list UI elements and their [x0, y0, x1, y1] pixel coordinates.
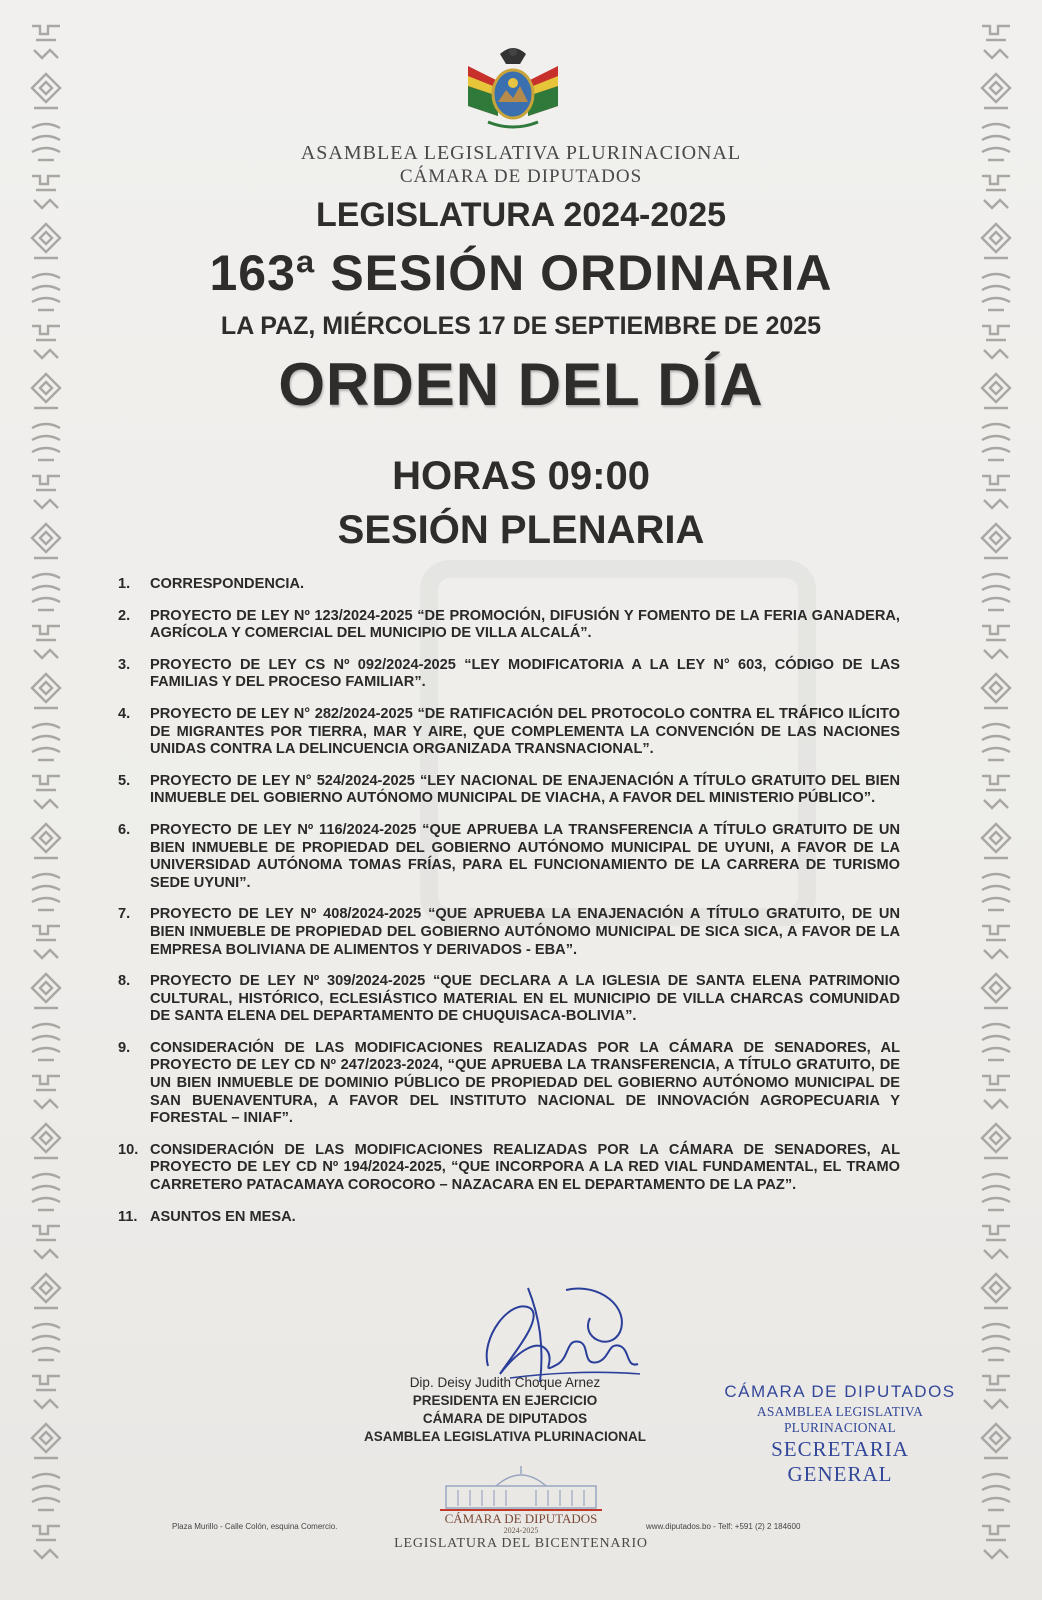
- andean-ornament-icon: [28, 620, 64, 664]
- agenda-item-text: PROYECTO DE LEY CS Nº 092/2024-2025 “LEY MODIFICATORIA A LA LEY N° 603, CÓDIGO DE LAS FAMILIAS Y DEL PROCESO FAMILIAR”.: [150, 656, 900, 691]
- agenda-item: [118, 706, 900, 759]
- andean-ornament-icon: [28, 1020, 64, 1064]
- andean-ornament-icon: [978, 820, 1014, 864]
- agenda-item-text: PROYECTO DE LEY Nº 116/2024-2025 “QUE APRUEBA LA TRANSFERENCIA A TÍTULO GRATUITO DE UN BIEN INMUEBLE DE PROPIEDAD DEL GOBIERNO AUTÓNOMO MUNICIPAL DE UYUNI, A FAVOR DE LA UNIVERSIDAD AUTÓNOMA TOMAS FRÍAS, PARA EL FUNCIONAMIENTO DE LA CARRERA DE TURISMO SEDE UYUNI”.: [150, 821, 900, 891]
- andean-ornament-icon: [28, 1370, 64, 1414]
- agenda-item-text: CORRESPONDENCIA.: [150, 576, 305, 592]
- andean-ornament-icon: [978, 920, 1014, 964]
- andean-ornament-icon: [978, 20, 1014, 64]
- agenda-item-number: 4.: [118, 705, 131, 722]
- legislature-heading: LEGISLATURA 2024-2025: [315, 196, 727, 234]
- agenda-item: [118, 973, 900, 1026]
- footer-address: Plaza Murillo - Calle Colón, esquina Comercio.: [172, 1522, 338, 1531]
- signer-role: PRESIDENTA EN EJERCICIO: [412, 1393, 598, 1408]
- secretaria-stamp: [722, 1382, 958, 1487]
- footer-logo-chamber: CÁMARA DE DIPUTADOS: [444, 1511, 598, 1526]
- andean-ornament-icon: [28, 570, 64, 614]
- agenda-item-number: 5.: [118, 772, 131, 789]
- andean-ornament-icon: [28, 70, 64, 114]
- andean-ornament-icon: [978, 870, 1014, 914]
- agenda-item-number: 10.: [118, 1141, 139, 1158]
- institution-name: ASAMBLEA LEGISLATIVA PLURINACIONAL: [300, 142, 742, 164]
- legislative-palace-icon: [436, 1464, 606, 1512]
- agenda-item-number: 6.: [118, 821, 131, 838]
- agenda-item-number: 7.: [118, 906, 131, 923]
- session-time: HORAS 09:00: [392, 454, 650, 498]
- andean-ornament-icon: [978, 1370, 1014, 1414]
- session-type: SESIÓN PLENARIA: [337, 508, 705, 552]
- andean-ornament-icon: [28, 1120, 64, 1164]
- agenda-item-text: PROYECTO DE LEY Nº 309/2024-2025 “QUE DECLARA A LA IGLESIA DE SANTA ELENA PATRIMONIO CULTURAL, HISTÓRICO, ECLESIÁSTICO MATERIAL EN EL MUNICIPIO DE VILLA CHARCAS COMUNIDAD DE SANTA ELENA DEL DEPARTAMENTO DE CHUQUISACA-BOLIVIA”.: [150, 973, 900, 1025]
- stamp-line-3: SECRETARIA GENERAL: [771, 1437, 909, 1486]
- andean-ornament-icon: [28, 1170, 64, 1214]
- andean-ornament-icon: [978, 1470, 1014, 1514]
- andean-ornament-icon: [28, 720, 64, 764]
- andean-ornament-icon: [978, 70, 1014, 114]
- agenda-item-number: 1.: [118, 576, 131, 592]
- andean-ornament-icon: [978, 1070, 1014, 1114]
- chamber-name: CÁMARA DE DIPUTADOS: [399, 166, 643, 187]
- andean-ornament-icon: [28, 920, 64, 964]
- andean-ornament-icon: [978, 970, 1014, 1014]
- andean-ornament-icon: [978, 770, 1014, 814]
- agenda-item-text: PROYECTO DE LEY Nº 408/2024-2025 “QUE APRUEBA LA ENAJENACIÓN A TÍTULO GRATUITO, DE UN BIEN INMUEBLE DE PROPIEDAD DEL GOBIERNO AUTÓNOMO MUNICIPAL DE SICA SICA, A FAVOR DE LA EMPRESA BOLIVIANA DE ALIMENTOS Y DERIVADOS - EBA”.: [150, 906, 900, 958]
- andean-ornament-icon: [978, 1320, 1014, 1364]
- andean-ornament-icon: [28, 1420, 64, 1464]
- andean-ornament-icon: [978, 1220, 1014, 1264]
- agenda-item-text: PROYECTO DE LEY N° 282/2024-2025 “DE RATIFICACIÓN DEL PROTOCOLO CONTRA EL TRÁFICO ILÍCITO DE MIGRANTES POR TIERRA, MAR Y AIRE, QUE COMPLEMENTA LA CONVENCIÓN DE LAS NACIONES UNIDAS CONTRA LA DELINCUENCIA ORGANIZADA TRANSNACIONAL”.: [150, 705, 900, 758]
- agenda-list: [118, 576, 900, 1240]
- andean-ornament-icon: [978, 1170, 1014, 1214]
- session-date: LA PAZ, MIÉRCOLES 17 DE SEPTIEMBRE DE 2025: [220, 312, 822, 340]
- agenda-item: [118, 1040, 900, 1128]
- andean-ornament-icon: [28, 870, 64, 914]
- document-title: ORDEN DEL DÍA: [278, 351, 764, 418]
- agenda-item: [118, 1209, 900, 1227]
- agenda-item: [118, 773, 900, 808]
- agenda-item: [118, 657, 900, 692]
- agenda-item-number: 3.: [118, 656, 131, 673]
- stamp-line-2: ASAMBLEA LEGISLATIVA PLURINACIONAL: [756, 1404, 924, 1435]
- andean-ornament-icon: [28, 1470, 64, 1514]
- agenda-item: [118, 1142, 900, 1195]
- agenda-item-text: CONSIDERACIÓN DE LAS MODIFICACIONES REALIZADAS POR LA CÁMARA DE SENADORES, AL PROYECTO DE LEY CD Nº 247/2023-2024, “QUE APRUEBA LA TRANSFERENCIA, A TÍTULO GRATUITO, DE UN BIEN INMUEBLE DE DOMINIO PÚBLICO DE PROPIEDAD DEL GOBIERNO AUTÓNOMO MUNICIPAL DE SAN BUENAVENTURA, A FAVOR DEL INSTITUTO NACIONAL DE INNOVACIÓN AGROPECUARIA Y FORESTAL – INIAF”.: [150, 1039, 900, 1127]
- andean-ornament-icon: [978, 1270, 1014, 1314]
- signer-assembly: ASAMBLEA LEGISLATIVA PLURINACIONAL: [364, 1429, 646, 1444]
- andean-ornament-icon: [28, 20, 64, 64]
- agenda-item: [118, 906, 900, 959]
- agenda-item-number: 9.: [118, 1039, 131, 1056]
- agenda-item-number: 8.: [118, 973, 131, 990]
- andean-ornament-icon: [28, 1320, 64, 1364]
- agenda-item-text: CONSIDERACIÓN DE LAS MODIFICACIONES REALIZADAS POR LA CÁMARA DE SENADORES, AL PROYECTO DE LEY CD Nº 194/2024-2025, “QUE INCORPORA A LA RED VIAL FUNDAMENTAL, EL TRAMO CARRETERO PATACAMAYA COROCORO – NAZACARA EN EL DEPARTAMENTO DE LA PAZ”.: [150, 1141, 900, 1194]
- stamp-line-1: CÁMARA DE DIPUTADOS: [724, 1382, 956, 1401]
- signer-chamber: CÁMARA DE DIPUTADOS: [422, 1411, 588, 1426]
- andean-ornament-icon: [978, 1420, 1014, 1464]
- coat-of-arms-icon: [458, 36, 568, 136]
- agenda-item-text: ASUNTOS EN MESA.: [150, 1208, 296, 1225]
- agenda-item: [118, 576, 900, 594]
- footer-logo-legislature: LEGISLATURA DEL BICENTENARIO: [394, 1536, 648, 1551]
- signer-name: Dip. Deisy Judith Choque Arnez: [409, 1375, 601, 1390]
- andean-ornament-icon: [28, 1220, 64, 1264]
- agenda-item-text: PROYECTO DE LEY N° 524/2024-2025 “LEY NACIONAL DE ENAJENACIÓN A TÍTULO GRATUITO DEL BIEN INMUEBLE DEL GOBIERNO AUTÓNOMO MUNICIPAL DE VIACHA, A FAVOR DEL MINISTERIO PÚBLICO”.: [150, 772, 900, 807]
- agenda-item: [118, 822, 900, 892]
- andean-ornament-icon: [978, 620, 1014, 664]
- footer-contact: www.diputados.bo - Telf: +591 (2) 2 184600: [646, 1522, 801, 1531]
- footer-logo-years: 2024-2025: [503, 1526, 539, 1535]
- agenda-item-number: 11.: [118, 1208, 138, 1225]
- andean-ornament-icon: [978, 720, 1014, 764]
- agenda-item: [118, 608, 900, 643]
- andean-ornament-icon: [978, 570, 1014, 614]
- andean-ornament-icon: [978, 1120, 1014, 1164]
- andean-ornament-icon: [28, 970, 64, 1014]
- session-heading: 163ª SESIÓN ORDINARIA: [209, 245, 833, 301]
- andean-ornament-icon: [28, 1270, 64, 1314]
- andean-ornament-icon: [978, 1020, 1014, 1064]
- agenda-item-number: 2.: [118, 607, 131, 624]
- andean-ornament-icon: [28, 820, 64, 864]
- andean-ornament-icon: [28, 1070, 64, 1114]
- andean-ornament-icon: [28, 770, 64, 814]
- agenda-item-text: PROYECTO DE LEY Nº 123/2024-2025 “DE PROMOCIÓN, DIFUSIÓN Y FOMENTO DE LA FERIA GANADERA, AGRÍCOLA Y COMERCIAL DEL MUNICIPIO DE VILLA ALCALÁ”.: [150, 607, 900, 642]
- andean-ornament-icon: [28, 670, 64, 714]
- andean-ornament-icon: [978, 670, 1014, 714]
